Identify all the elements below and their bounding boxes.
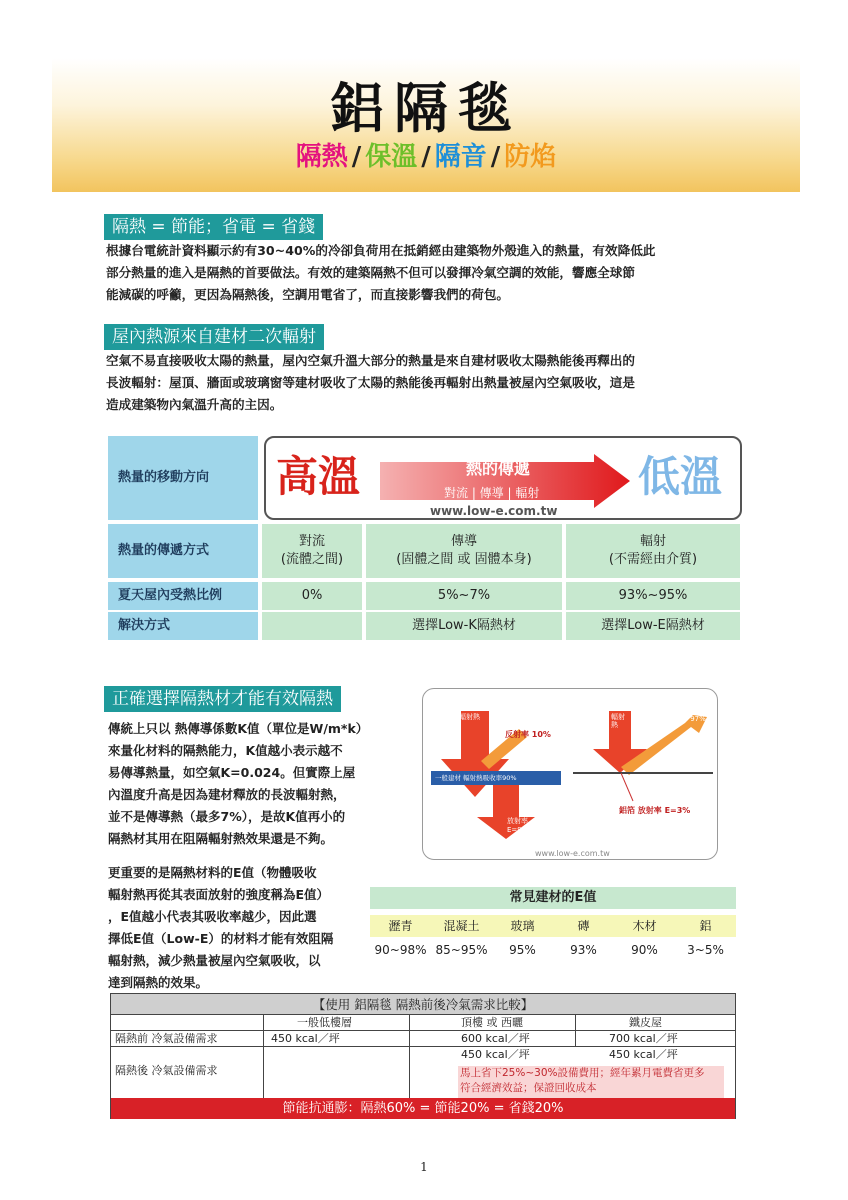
mode-conduction (366, 524, 562, 578)
material-e-value: 3~5% (687, 943, 724, 957)
page-title: 鋁隔毯 (330, 76, 522, 140)
right-material-label: 鋁箔 放射率 E=3% (619, 806, 691, 815)
paragraph-line: 部分熱量的進入是隔熱的首要做法。有效的建築隔熱不但可以發揮冷氣空調的效能，響應全球節 (106, 265, 635, 280)
paragraph-line: 內溫度升高是因為建材釋放的長波輻射熱， (108, 787, 346, 802)
table-divider (111, 1046, 735, 1047)
mode-note: (不需經由介質) (608, 552, 698, 567)
section-heading-selection: 正確選擇隔熱材才能有效隔熱 (104, 686, 341, 712)
right-incoming-label: 輻射熱 (611, 713, 625, 729)
before-value: 450 kcal／坪 (271, 1032, 340, 1045)
row-label-solution: 解決方式 (108, 612, 258, 640)
paragraph-line: 擇低E值（Low-E）的材料才能有效阻隔 (108, 931, 334, 946)
k-value-paragraph (108, 718, 398, 850)
savings-note (458, 1066, 724, 1098)
paragraph-line: 長波輻射：屋頂、牆面或玻璃窗等建材吸收了太陽的熱能後再輻射出熱量被屋內空氣吸收，這是 (106, 375, 635, 390)
ratio-conduction: 5%~7% (366, 582, 562, 610)
material-name: 瀝青 (370, 915, 431, 937)
paragraph-line: 輻射熱，減少熱量被屋內空氣吸收，以 (108, 953, 321, 968)
left-absorb-label: 放射率 E=90% (507, 817, 533, 834)
subtitle-part: 隔音 (434, 142, 487, 172)
table-divider (111, 1030, 735, 1031)
mode-name: 傳導 (450, 534, 477, 549)
before-value: 700 kcal／坪 (609, 1032, 678, 1045)
paragraph-line: 隔熱材其用在阻隔輻射熱效果還是不夠。 (108, 831, 334, 846)
low-temp-label: 低溫 (638, 452, 723, 501)
row-label-ratio: 夏天屋內受熱比例 (108, 582, 258, 610)
left-incoming-label: 輻射熱 (459, 713, 480, 721)
material-e-value: 90~98% (374, 943, 427, 957)
high-temp-label: 高溫 (276, 452, 361, 501)
radiation-diagram (422, 688, 718, 860)
subtitle-separator: / (351, 142, 362, 172)
material-e-value: 90% (631, 943, 658, 957)
material-name: 鋁 (675, 915, 736, 937)
mode-radiation (566, 524, 740, 578)
material-name: 混凝土 (431, 915, 492, 937)
material-e-value: 95% (509, 943, 536, 957)
material-name: 玻璃 (492, 915, 553, 937)
material-name: 磚 (553, 915, 614, 937)
left-reflect-label: 反射率 10% (505, 730, 551, 739)
before-value: 600 kcal／坪 (461, 1032, 530, 1045)
subtitle-part: 保溫 (365, 142, 418, 172)
column-header: 頂樓 或 西曬 (461, 1016, 523, 1029)
heat-direction-graphic (264, 436, 742, 520)
paragraph-line: 造成建築物內氣溫升高的主因。 (106, 397, 283, 412)
subtitle-part: 防焰 (504, 142, 557, 172)
paragraph-line: 空氣不易直接吸收太陽的熱量，屋內空氣升溫大部分的熱量是來自建材吸收太陽熱能後再釋出的 (106, 353, 635, 368)
left-material-label: 一般建材 輻射熱吸收率90% (435, 774, 517, 782)
mode-note: (流體之間) (280, 552, 344, 567)
paragraph-line: 易傳導熱量，如空氣K=0.024。但實際上屋 (108, 765, 356, 780)
column-header: 一般低樓層 (297, 1016, 352, 1029)
paragraph-line: 能減碳的呼籲，更因為隔熱後，空調用電省了，而直接影響我們的荷包。 (106, 287, 509, 302)
section-heading-energy: 隔熱 = 節能；省電 = 省錢 (104, 214, 323, 240)
paragraph-line: 輻射熱再從其表面放射的強度稱為E值） (108, 887, 330, 902)
mode-name: 輻射 (639, 534, 666, 549)
paragraph-line: 來量化材料的隔熱能力，K值越小表示越不 (108, 743, 343, 758)
ratio-convection: 0% (262, 582, 362, 610)
title-banner (52, 58, 800, 192)
after-label: 隔熱後 冷氣設備需求 (115, 1064, 218, 1077)
right-reflect-label: 反射率 97% (667, 715, 706, 723)
graphic-url: www.low-e.com.tw (430, 504, 558, 518)
section-paragraph-radiation (106, 350, 726, 416)
solution-radiation: 選擇Low-E隔熱材 (566, 612, 740, 640)
section-paragraph-energy (106, 240, 726, 306)
paragraph-line: 根據台電統計資料顯示約有30~40%的冷卻負荷用在抵銷經由建築物外殼進入的熱量，有效降低此 (106, 243, 656, 258)
paragraph-line: ，E值越小代表其吸收率越少，因此選 (108, 909, 317, 924)
comparison-title: 【使用 鋁隔毯 隔熱前後冷氣需求比較】 (111, 994, 735, 1015)
mode-note: (固體之間 或 固體本身) (396, 552, 532, 567)
note-line: 馬上省下25%~30%設備費用；經年累月電費省更多 (460, 1067, 705, 1079)
e-table-title: 常見建材的E值 (370, 887, 736, 909)
paragraph-line: 更重要的是隔熱材料的E值（物體吸收 (108, 865, 317, 880)
arrow-subtitle: 對流 | 傳導 | 輻射 (444, 486, 540, 500)
paragraph-line: 達到隔熱的效果。 (108, 975, 209, 990)
paragraph-line: 傳統上只以 熱傳導係數K值（單位是W/m*k） (108, 721, 369, 736)
solution-convection (262, 612, 362, 640)
subtitle (52, 136, 800, 173)
page-number: 1 (420, 1160, 428, 1174)
subtitle-separator: / (490, 142, 501, 172)
savings-banner: 節能抗通膨：隔熱60% = 節能20% = 省錢20% (111, 1098, 735, 1119)
after-value: 450 kcal／坪 (609, 1048, 678, 1061)
solution-conduction: 選擇Low-K隔熱材 (366, 612, 562, 640)
table-divider (575, 1015, 576, 1046)
row-label-direction: 熱量的移動方向 (108, 436, 258, 520)
subtitle-separator: / (421, 142, 431, 172)
e-value-paragraph (108, 862, 370, 994)
row-label-mode: 熱量的傳遞方式 (108, 524, 258, 578)
table-divider (263, 1015, 264, 1098)
material-e-value: 85~95% (435, 943, 488, 957)
before-label: 隔熱前 冷氣設備需求 (115, 1032, 218, 1045)
column-header: 鐵皮屋 (629, 1016, 662, 1029)
section-heading-radiation: 屋內熱源來自建材二次輻射 (104, 324, 324, 350)
material-name: 木材 (614, 915, 675, 937)
table-divider (409, 1015, 410, 1098)
mode-name: 對流 (298, 534, 325, 549)
material-e-value: 93% (570, 943, 597, 957)
subtitle-part: 隔熱 (295, 142, 348, 172)
mode-convection (262, 524, 362, 578)
note-line: 符合經濟效益；保證回收成本 (460, 1082, 597, 1094)
diagram-url: www.low-e.com.tw (535, 849, 610, 858)
after-value: 450 kcal／坪 (461, 1048, 530, 1061)
arrow-title: 熱的傳遞 (466, 459, 531, 478)
paragraph-line: 並不是傳導熱（最多7%），是故K值再小的 (108, 809, 346, 824)
cooling-comparison-table (110, 993, 736, 1119)
ratio-radiation: 93%~95% (566, 582, 740, 610)
